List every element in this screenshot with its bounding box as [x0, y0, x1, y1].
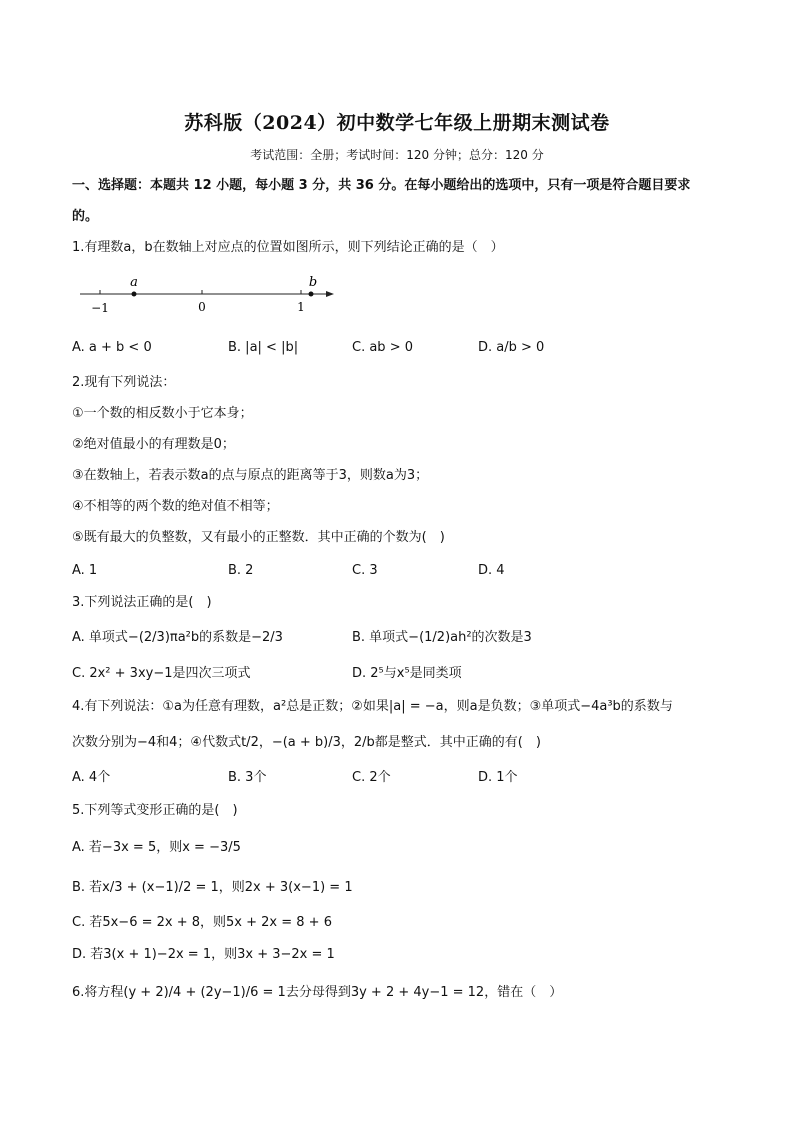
- q3-option-d[interactable]: D. 2⁵与x⁵是同类项: [352, 666, 462, 681]
- q2-option-c[interactable]: C. 3: [352, 563, 378, 578]
- tick-neg1-label: −1: [91, 301, 109, 315]
- q4-option-d[interactable]: D. 1个: [478, 770, 518, 785]
- q2-statement-2: ②绝对值最小的有理数是0；: [72, 437, 235, 452]
- number-line-arrow: [326, 291, 334, 297]
- section-heading-cont: 的。: [72, 209, 99, 224]
- question-3-stem: 3.下列说法正确的是( ): [72, 595, 212, 610]
- q2-statement-3: ③在数轴上，若表示数a的点与原点的距离等于3，则数a为3；: [72, 468, 429, 483]
- q4-option-a[interactable]: A. 4个: [72, 770, 111, 785]
- q5-option-a[interactable]: A. 若−3x = 5，则x = −3/5: [72, 840, 241, 855]
- point-a: [132, 292, 137, 297]
- q3-option-c[interactable]: C. 2x² + 3xy−1是四次三项式: [72, 666, 251, 681]
- q2-option-a[interactable]: A. 1: [72, 563, 98, 578]
- q2-option-b[interactable]: B. 2: [228, 563, 254, 578]
- exam-info: 考试范围：全册；考试时间：120 分钟；总分：120 分: [250, 148, 544, 162]
- q1-option-c[interactable]: C. ab > 0: [352, 340, 413, 355]
- question-5-stem: 5.下列等式变形正确的是( ): [72, 803, 238, 818]
- tick-1-label: 1: [297, 300, 305, 314]
- question-4-line2: 次数分别为−4和4；④代数式t/2，−(a + b)/3，2/b都是整式．其中正确的有( ): [72, 735, 541, 750]
- question-6-stem: 6.将方程(y + 2)/4 + (2y−1)/6 = 1去分母得到3y + 2 + 4y−1 = 12，错在（ ）: [72, 985, 563, 1000]
- q1-option-b[interactable]: B. |a| < |b|: [228, 340, 299, 355]
- q2-option-d[interactable]: D. 4: [478, 563, 505, 578]
- q4-option-c[interactable]: C. 2个: [352, 770, 391, 785]
- q1-option-d[interactable]: D. a/b > 0: [478, 340, 545, 355]
- number-line-figure: [78, 272, 340, 320]
- q5-option-b[interactable]: B. 若x/3 + (x−1)/2 = 1，则2x + 3(x−1) = 1: [72, 880, 353, 895]
- q2-statement-1: ①一个数的相反数小于它本身；: [72, 406, 253, 421]
- q4-option-b[interactable]: B. 3个: [228, 770, 267, 785]
- section-heading: 一、选择题：本题共 12 小题，每小题 3 分，共 36 分。在每小题给出的选项中，只有一项是符合题目要求: [72, 178, 691, 193]
- question-4-line1: 4.有下列说法：①a为任意有理数，a²总是正数；②如果|a| = −a，则a是负数；③单项式−4a³b的系数与: [72, 699, 673, 714]
- label-a: a: [130, 275, 138, 290]
- q5-option-c[interactable]: C. 若5x−6 = 2x + 8，则5x + 2x = 8 + 6: [72, 915, 332, 930]
- q2-statement-4: ④不相等的两个数的绝对值不相等；: [72, 499, 279, 514]
- q3-option-b[interactable]: B. 单项式−(1/2)ah²的次数是3: [352, 630, 532, 645]
- exam-title: 苏科版（2024）初中数学七年级上册期末测试卷: [184, 112, 610, 134]
- tick-0-label: 0: [198, 300, 206, 314]
- point-b: [309, 292, 314, 297]
- q3-option-a[interactable]: A. 单项式−(2/3)πa²b的系数是−2/3: [72, 630, 283, 645]
- q2-statement-5: ⑤既有最大的负整数，又有最小的正整数．其中正确的个数为( ): [72, 530, 445, 545]
- q5-option-d[interactable]: D. 若3(x + 1)−2x = 1，则3x + 3−2x = 1: [72, 947, 335, 962]
- label-b: b: [308, 275, 318, 290]
- question-2-stem: 2.现有下列说法：: [72, 375, 176, 390]
- question-1-stem: 1.有理数a，b在数轴上对应点的位置如图所示，则下列结论正确的是（ ）: [72, 240, 504, 255]
- q1-option-a[interactable]: A. a + b < 0: [72, 340, 152, 355]
